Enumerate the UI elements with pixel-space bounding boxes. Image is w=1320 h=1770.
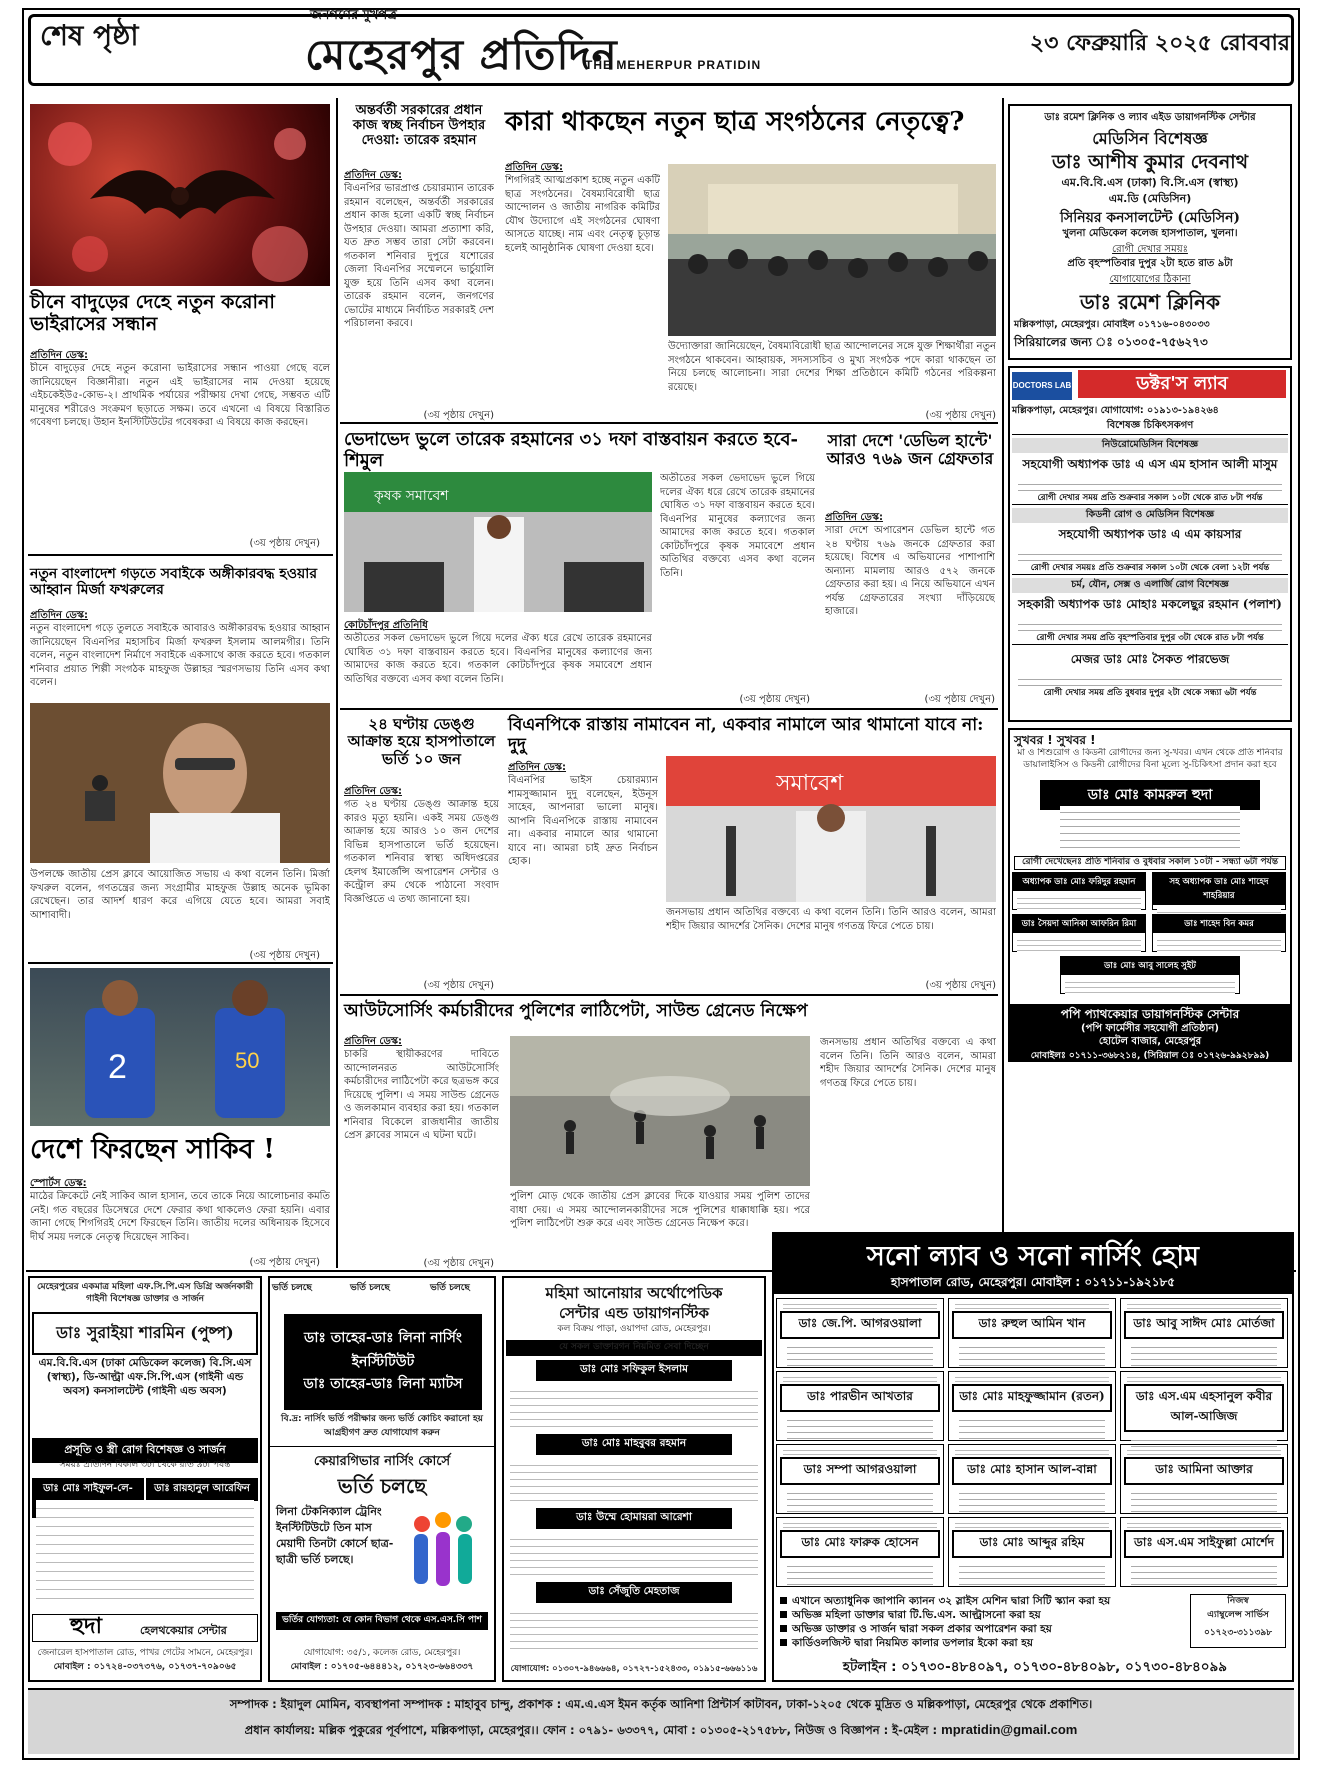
sono-doctor-degree [959, 1342, 1105, 1366]
nation-byline: প্রতিদিন ডেস্ক: [30, 610, 89, 621]
shimul-body: অতীতের সকল ভেদাভেদ ভুলে গিয়ে দলের ঐক্য ধরে রেখে তারেক রহমানের ঘোষিত ৩১ দফা বাস্তবায়ন করতে হবে। বিএনপির মানুষের কল্যাণের জন্য আমাদের কাজ করতে হবে। গতকাল কোটচাঁদপুরে কৃষক সমাবেশে প্রধান অতিথির বক্তব্যে এসব কথা বলেন তিনি। [660, 473, 815, 579]
caregiver-icon [400, 1510, 486, 1590]
sono-doctor-card [948, 1444, 1116, 1514]
ramesh-degree-1: এম.বি.বি.এস (ঢাকা) বি.সি.এস (স্বাস্থ্য) [1061, 176, 1239, 189]
mohima-doctor-entry [506, 1360, 762, 1434]
issue-date: ২৩ ফেব্রুয়ারি ২০২৫ রোববার [1029, 30, 1290, 56]
doctor-name: সহযোগী অধ্যাপক ডাঃ এ এস এম হাসান আলী মাসুম [1022, 457, 1278, 471]
divider [340, 994, 998, 996]
dengue-headline: ২৪ ঘণ্টায় ডেঙ্গু আক্রান্ত হয়ে হাসপাতালে ভর্তি ১০ জন [347, 715, 496, 768]
bullet-icon [780, 1639, 787, 1646]
outsourcing-continued[interactable]: (৩য় পৃষ্ঠায় দেখুন) [423, 1258, 494, 1269]
bat-virus-photo [30, 104, 330, 286]
sono-doctor-degree [787, 1342, 933, 1366]
nursing-body: লিনা টেকনিক্যাল ট্রেনিং ইনস্টিটিউটে তিন মাস মেয়াদী তিনটা কোর্সে ছাত্র-ছাত্রী ভর্তি চলছে। [276, 1505, 394, 1566]
sono-doctor-degree [1131, 1342, 1277, 1366]
bullet-icon [780, 1597, 787, 1604]
ramesh-post: সিনিয়র কনসালটেন্ট (মেডিসিন) [1059, 210, 1241, 226]
sono-doctor-degree [1131, 1488, 1277, 1512]
students-rally-photo [668, 164, 996, 336]
mohima-doctor-name: ডাঃ উম্মে হোমায়রা আরেশা [536, 1508, 732, 1529]
sono-doctor-name: ডাঃ রুহুল আমিন খান [952, 1311, 1112, 1339]
ramesh-contact-label: যোগাযোগের ঠিকানা [1109, 274, 1191, 285]
doctor-schedule: রোগী দেখার সময় প্রতি বৃহস্পতিবার দুপুর ৩টা থেকে রাত ৮টা পর্যন্ত [1036, 633, 1264, 643]
doctor-specialty: নিউরোমেডিসিন বিশেষজ্ঞ [1012, 438, 1288, 453]
popy-doctor-card [1152, 872, 1286, 910]
ramesh-doctor-name: ডাঃ আশীষ কুমার দেবনাথ [1051, 151, 1248, 173]
police-clash-photo [510, 1036, 810, 1186]
shimul-body-2: অতীতের সকল ভেদাভেদ ভুলে গিয়ে দলের ঐক্য ধরে রেখে তারেক রহমানের ঘোষিত ৩১ দফা বাস্তবায়ন করতে হবে। বিএনপির মানুষের কল্যাণের জন্য আমাদের কাজ করতে হবে। গতকাল কোটচাঁদপুরে কৃষক সমাবেশে প্রধান অতিথির বক্তব্যে এসব কথা বলেন তিনি। [344, 633, 652, 685]
rally-banner: কৃষক সমাবেশ [374, 488, 449, 504]
krishok-rally-photo [344, 472, 652, 612]
sono-doctor-card [948, 1298, 1116, 1368]
doctor-specialty: চর্ম, যৌন, সেক্স ও এলার্জি রোগ বিশেষজ্ঞ [1012, 578, 1288, 593]
interim-byline: প্রতিদিন ডেস্ক: [344, 170, 403, 181]
mohima-doctor-details [510, 1607, 758, 1655]
sono-doctor-card [1120, 1444, 1288, 1514]
huda-brand: হুদা [70, 1613, 102, 1639]
huda-doctor-details [36, 1500, 254, 1600]
shakib-continued[interactable]: (৩য় পৃষ্ঠায় দেখুন) [249, 1257, 320, 1268]
popy-doctor-details [1017, 894, 1141, 912]
newspaper-title-english: THE MEHERPUR PRATIDIN [585, 58, 762, 72]
ramesh-serial: সিরিয়ালের জন্য ঃ ০১৩০৫-৭৫৬২৭৩ [1014, 335, 1208, 349]
doctor-details [1018, 619, 1282, 631]
ambulance-label: এ্যাম্বুলেন্স সার্ভিস [1207, 1610, 1269, 1620]
bat-body: চীনে বাদুড়ের দেহে নতুন করোনা ভাইরাসের সন্ধান পাওয়া গেছে বলে জানিয়েছেন বিজ্ঞানীরা। নতুন এই ভাইরাসের নাম দেওয়া হয়েছে এইচকেইউ৫-কোভ-২। প্রাথমিক পর্যায়ের পরীক্ষায় দেখা গেছে, সম্ভবত এটি মানুষের শরীরেও সংক্রমণ ছড়াতে সক্ষম। তবে এখনো এ বিষয়ে বিস্তারিত গবেষণা চলছে। উহান ইনস্টিটিউটের গবেষকরা এ বিষয়ে কাজ করছেন। [30, 363, 330, 428]
sono-service-item [780, 1636, 1180, 1650]
ramesh-hospital: খুলনা মেডিকেল কলেজ হাসপাতাল, খুলনা। [1062, 228, 1238, 239]
nursing-address: যোগাযোগ: ৩৫/১, কলেজ রোড, মেহেরপুর। [303, 1648, 461, 1658]
dengue-continued[interactable]: (৩য় পৃষ্ঠায় দেখুন) [423, 980, 494, 991]
devil-continued[interactable]: (৩য় পৃষ্ঠায় দেখুন) [924, 694, 995, 705]
interim-headline: অন্তর্বর্তী সরকারের প্রধান কাজ স্বচ্ছ নির্বাচন উপহার দেওয়া: তারেক রহমান [352, 103, 486, 148]
mohima-doctor-details [510, 1385, 758, 1433]
mohima-doctor-name: ডাঃ মোঃ সফিকুল ইসলাম [536, 1360, 732, 1381]
popy-doctor-name: অধ্যাপক ডাঃ মোঃ ফরিদুর রহমান [1013, 873, 1145, 891]
sono-doctor-details [955, 1447, 1109, 1455]
doctors-lab-name: ডক্টর'স ল্যাব [1078, 370, 1286, 398]
outsourcing-body-2: পুলিশ মোড় থেকে জাতীয় প্রেস ক্লাবের দিকে যাওয়ার সময় পুলিশ তাদের বাধা দেয়। এ সময় আন্দোলনকারীদের সঙ্গে পুলিশের ধাক্কাধাক্কি হয়। পরে পুলিশ লাঠিপেটা শুরু করে এবং সাউন্ড গ্রেনেড নিক্ষেপ করে। [510, 1191, 810, 1229]
doctor-schedule: রোগী দেখার সময়ঃ প্রতি শুক্রবার সকাল ১০টা থেকে বেলা ১২টা পর্যন্ত [1030, 563, 1270, 573]
ramesh-address: মল্লিকপাড়া, মেহেরপুর। মোবাইল ০১৭১৬-০৪৩০৩৩ [1014, 319, 1210, 330]
nursing-note-2: আগ্রহীগণ দ্রুত যোগাযোগ করুন [324, 1428, 440, 1438]
mohima-doctor-name: ডাঃ সেঁজুতি মেহতাজ [536, 1582, 732, 1603]
sono-doctor-name: ডাঃ মোঃ আব্দুর রহিম [952, 1530, 1112, 1558]
huda-doctor-name: ডাঃ সুরাইয়া শারমিন (পুষ্প) [32, 1312, 258, 1355]
shimul-headline: ভেদাভেদ ভুলে তারেক রহমানের ৩১ দফা বাস্তবায়ন করতে হবে- শিমুল [344, 429, 798, 471]
outsourcing-byline: প্রতিদিন ডেস্ক: [344, 1036, 403, 1047]
sono-address: হাসপাতাল রোড, মেহেরপুর। মোবাইল : ০১৭১১-১৯২১৮৫ [890, 1275, 1176, 1289]
jersey-number: 2 [108, 1048, 127, 1086]
popy-main-time: রোগী দেখেছেনঃ প্রতি শনিবার ও বুধবার সকাল ১০টা - সন্ধ্যা ৬টা পর্যন্ত [1014, 856, 1286, 870]
ramesh-top-line: ডাঃ রমেশ ক্লিনিক ও ল্যাব এইড ডায়াগনস্টিক সেন্টার [1044, 112, 1256, 123]
nursing-name-1: ডাঃ তাহের-ডাঃ লিনা নার্সিং ইনস্টিটিউট [304, 1330, 462, 1370]
popy-doctor-card [1060, 956, 1240, 994]
nursing-tab-1: ভর্তি চলছে [272, 1283, 312, 1293]
sono-doctor-degree [1131, 1561, 1277, 1585]
doctor-name: সহকারী অধ্যাপক ডাঃ মোহাঃ মকলেছুর রহমান (পলাশ) [1018, 597, 1282, 611]
footer-line-2 [36, 1722, 1286, 1741]
huda-address: জেনারেল হাসপাতাল রোড, পাখর গেটের সামনে, মেহেরপুর। [37, 1648, 253, 1658]
sono-doctor-name: ডাঃ সম্পা আগরওয়ালা [780, 1457, 940, 1485]
sono-doctor-details [955, 1374, 1109, 1382]
fakhrul-photo [30, 703, 330, 863]
doctors-lab-logo: DOCTORS LAB [1012, 372, 1072, 400]
nursing-course: কেয়ারগিভার নার্সিং কোর্সে [313, 1454, 451, 1469]
doctors-lab-list [1012, 434, 1288, 710]
bat-headline: চীনে বাদুড়ের দেহে নতুন করোনা ভাইরাসের সন্ধান [30, 291, 275, 335]
mohima-doctor-details [510, 1533, 758, 1581]
sono-doctor-name: ডাঃ আবু সাঈদ মোঃ মোর্তজা [1124, 1311, 1284, 1339]
sono-doctor-name: ডাঃ জে.পি. আগরওয়ালা [780, 1311, 940, 1339]
outsourcing-body: চাকরি স্থায়ীকরণের দাবিতে আন্দোলনরত আউটসোর্সিং কর্মচারীদের লাঠিপেটা করে ছত্রভঙ্গ করে দিয়েছে পুলিশ। এ সময় সাউন্ড গ্রেনেড ও জলকামান ব্যবহার করা হয়। গতকাল শনিবার বিকেলে রাজধানীর জাতীয় প্রেস ক্লাবের সামনে এ ঘটনা ঘটে। [344, 1049, 499, 1141]
doctor-schedule: রোগী দেখার সময় প্রতি বুধবার দুপুর ২টা থেকে সন্ধ্যা ৬টা পর্যন্ত [1043, 688, 1257, 698]
popy-doctor-card [1012, 914, 1146, 952]
popy-doctor-details [1017, 936, 1141, 954]
doctor-name: সহযোগী অধ্যাপক ডাঃ এ এম কায়সার [1058, 527, 1242, 541]
sono-doctor-degree [959, 1415, 1105, 1439]
bullet-icon [780, 1625, 787, 1632]
popy-center-sub: (পপি ফার্মেসীর সহযোগী প্রতিষ্ঠান) [1081, 1023, 1219, 1034]
sono-service-text: অভিজ্ঞ ডাক্তার ও সার্জন দ্বারা সকল প্রকার অপারেশন করা হয় [792, 1623, 1052, 1635]
ambulance-phone: ০১৭২৩-৩১১৩৯৮ [1203, 1628, 1273, 1638]
doctors-lab-entry [1012, 644, 1288, 710]
sono-doctor-name: ডাঃ এস.এম এহসানুল কবীর আল-আজিজ [1124, 1384, 1284, 1432]
sono-doctor-details [783, 1520, 937, 1528]
popy-main-doctor: ডাঃ মোঃ কামরুল হুদা [1040, 780, 1260, 810]
doctors-lab-subtitle: বিশেষজ্ঞ চিকিৎসকগণ [1106, 420, 1194, 431]
bat-byline: প্রতিদিন ডেস্ক: [30, 350, 89, 361]
devil-hunt-headline: সারা দেশে 'ডেভিল হান্টে' আরও ৭৬৯ জন গ্রেফতার [826, 431, 994, 469]
mohima-doctor-entry [506, 1434, 762, 1508]
mohima-doctor-entry [506, 1582, 762, 1656]
footer-office: প্রধান কার্যালয়: মল্লিক পুকুরের পূর্বপাশে, মল্লিকপাড়া, মেহেরপুর।। ফোন : ০৭৯১- ৬৩৩৭৭, মোবা : ০১৩০৫-২১৭৫৮৮, নিউজ ও বিজ্ঞাপন : ই-মেইল : [244, 1723, 938, 1737]
popy-degree-lines [1060, 806, 1240, 850]
shakib-headline: দেশে ফিরছেন সাকিব ! [30, 1134, 275, 1165]
nursing-note: বি.দ্র: নার্সিং ভর্তি পরীক্ষার জন্য ভর্তি কোচিং করানো হয় [281, 1414, 483, 1424]
doctor-name: মেজর ডাঃ মোঃ সৈকত পারভেজ [1070, 652, 1230, 666]
sono-doctor-card [776, 1298, 944, 1368]
huda-doctor-2: ডাঃ মোঃ সাইফুল-লে- [32, 1478, 144, 1518]
sono-doctor-name: ডাঃ মোঃ মাহফুজ্জামান (রতন) [952, 1384, 1112, 1412]
footer-line-1: সম্পাদক : ইয়াদুল মোমিন, ব্যবস্থাপনা সম্পাদক : মাহাবুব চান্দু, প্রকাশক : এম.এ.এস ইমন কর্তৃক আনিশা প্রিন্টার্স কাটাবন, ঢাকা-১২০৫ থেকে মুদ্রিত ও মল্লিকপাড়া, মেহেরপুর থেকে প্রকাশিত। [229, 1697, 1093, 1711]
sono-doctor-details [783, 1374, 937, 1382]
sono-title: সনো ল্যাব ও সনো নার্সিং হোম [866, 1241, 1200, 1272]
doctors-lab-entry [1012, 504, 1288, 574]
mohima-title-1: মহিমা আনোয়ার অর্থোপেডিক [545, 1284, 723, 1302]
nation-body: নতুন বাংলাদেশ গড়ে তুলতে সবাইকে আবারও অঙ্গীকারবদ্ধ হওয়ার আহ্বান জানিয়েছেন বিএনপির মহাসচিব মির্জা ফখরুল ইসলাম আলমগীর। তিনি বলেন, নতুন বাংলাদেশ নির্মাণে সবাইকে একসাথে কাজ করতে হবে। গতকাল শনিবার প্রয়াত শিল্পী সংগঠক মাহফুজ উল্লাহর স্মরণসভায় তিনি এসব কথা বলেন। [30, 623, 330, 688]
huda-doctor-3: ডাঃ রায়হানুল আরেফিন [146, 1478, 258, 1501]
interim-continued[interactable]: (৩য় পৃষ্ঠায় দেখুন) [423, 410, 494, 421]
popy-doctor-card [1152, 914, 1286, 952]
sono-doctor-degree [959, 1561, 1105, 1585]
sono-service-item [780, 1608, 1180, 1622]
sono-doctor-card [1120, 1371, 1288, 1441]
doctor-details [1018, 674, 1282, 686]
dengue-byline: প্রতিদিন ডেস্ক: [344, 786, 403, 797]
mohima-doctor-list [506, 1360, 762, 1656]
mohima-bar: যে সকল ডাক্তারগন নিয়মিত সেবা দিচ্ছেন [506, 1340, 762, 1356]
popy-doctor-details [1157, 936, 1281, 954]
mohima-title-2: সেন্টার এন্ড ডায়াগনস্টিক [559, 1304, 709, 1322]
popy-intro: মা ও শিশুরোগ ও কিডনী রোগীদের জন্য সু-খবর। এখন থেকে প্রতি শনিবার ডায়ালাইসিস ও কিডনী রোগীদের বিনা মূল্যে সু-চিকিৎসা প্রদান করা হবে [1017, 748, 1283, 770]
sono-doctor-name: ডাঃ পারভীন আখতার [780, 1384, 940, 1412]
dudu-rally-photo [666, 756, 996, 902]
doctors-lab-entry [1012, 434, 1288, 504]
divider [340, 708, 998, 710]
students-byline: প্রতিদিন ডেস্ক: [505, 162, 564, 173]
interim-body: বিএনপির ভারপ্রাপ্ত চেয়ারম্যান তারেক রহমান বলেছেন, অন্তর্বর্তী সরকারের প্রধান কাজ হলো একটি স্বচ্ছ নির্বাচন উপহার দেওয়া। আমরা প্রত্যাশা করি, যত দ্রুত সম্ভব তারা সেটা করবেন। গতকাল শনিবার দুপুরে যশোরের জেলা বিএনপির সম্মেলনে ভার্চুয়ালি যুক্ত হয়ে তিনি এসব কথা বলেন। তারেক রহমান বলেন, জনগণের ভোটের মাধ্যমে নির্বাচিত সরকারই দেশ পরিচালনা করবে। [344, 183, 494, 329]
bullet-icon [780, 1611, 787, 1618]
sono-doctor-name: ডাঃ মোঃ ফারুক হোসেন [780, 1530, 940, 1558]
sono-doctor-details [955, 1520, 1109, 1528]
huda-phone: মোবাইল : ০১৭২৪-০৩৭৩৭৬, ০১৭৩৭-৭০৯০৬৫ [53, 1662, 237, 1672]
sono-doctor-name: ডাঃ মোঃ হাসান আল-বান্না [952, 1457, 1112, 1485]
masthead-tagline: জনগণের মুখপত্র [310, 8, 397, 23]
sono-doctor-details [783, 1447, 937, 1455]
sono-service-list [780, 1594, 1180, 1650]
doctor-details [1018, 479, 1282, 491]
dengue-body: গত ২৪ ঘণ্টায় ডেঙ্গু আক্রান্ত হয়ে কারও মৃত্যু হয়নি। একই সময় ডেঙ্গু আক্রান্ত হয়ে আরও ১০ জন দেশের বিভিন্ন হাসপাতালে ভর্তি হয়েছেন। গতকাল শনিবার স্বাস্থ্য অধিদপ্তরের হেলথ ইমার্জেন্সি অপারেশন সেন্টার ও কন্ট্রোল রুম থেকে পাঠানো সংবাদ বিজ্ঞপ্তিতে এ তথ্য জানানো হয়। [344, 799, 499, 905]
sono-doctor-card [948, 1371, 1116, 1441]
dudu-body-2: জনসভায় প্রধান অতিথির বক্তব্যে এ কথা বলেন তিনি। তিনি আরও বলেন, আমরা শহীদ জিয়ার আদর্শের সৈনিক। দেশের মানুষ গণতন্ত্র ফিরে পেতে চায়। [666, 907, 996, 932]
nation-continued[interactable]: (৩য় পৃষ্ঠায় দেখুন) [249, 950, 320, 961]
sono-doctor-degree [787, 1415, 933, 1439]
popy-doctor-card [1012, 872, 1146, 910]
sono-doctor-degree [959, 1488, 1105, 1512]
dudu-continued[interactable]: (৩য় পৃষ্ঠায় দেখুন) [925, 980, 996, 991]
mohima-phone: যোগাযোগ: ০১৩০৭-৯৪৬৬৬৪, ০১৭২৭-১৫২৪৩৩, ০১৯১৫-৬৬৬১১৬ [510, 1664, 758, 1674]
huda-degrees: এম.বি.বি.এস (ঢাকা মেডিকেল কলেজ) বি.সি.এস (স্বাস্থ্য), ডি-আল্ট্রা এফ.সি.পি.এস (গাইনী এন্ড অবস) কনসালটেন্ট (গাইনী এন্ড অবস) [38, 1357, 252, 1398]
doctor-schedule: রোগী দেখার সময় প্রতি শুক্রবার সকাল ১০টা থেকে রাত ৮টা পর্যন্ত [1037, 493, 1263, 503]
sono-doctor-details [1127, 1447, 1281, 1455]
mohima-doctor-details [510, 1459, 758, 1507]
sono-doctor-name: ডাঃ এস.এম সাইফুল্লা মোর্শেদ [1124, 1530, 1284, 1558]
huda-specialty: প্রসূতি ও স্ত্রী রোগ বিশেষজ্ঞ ও সার্জন [32, 1438, 258, 1463]
newspaper-title: মেহেরপুর প্রতিদিন [305, 30, 618, 79]
nursing-tab-3: ভর্তি চলছে [430, 1283, 470, 1293]
sono-doctor-details [955, 1301, 1109, 1309]
sono-doctor-name: ডাঃ আমিনা আক্তার [1124, 1457, 1284, 1485]
bat-icon [30, 104, 330, 286]
sono-doctor-degree [787, 1561, 933, 1585]
shakib-byline: স্পোর্টস ডেস্ক: [30, 1178, 87, 1189]
divider [28, 554, 333, 556]
sono-doctor-details [1127, 1301, 1281, 1309]
mohima-doctor-entry [506, 1508, 762, 1582]
outsourcing-body-3: জনসভায় প্রধান অতিথির বক্তব্যে এ কথা বলেন তিনি। তিনি আরও বলেন, আমরা শহীদ জিয়ার আদর্শের সৈনিক। দেশের মানুষ গণতন্ত্র ফিরে পেতে চায়। [820, 1037, 996, 1089]
sono-doctor-details [1127, 1374, 1281, 1382]
sono-doctor-degree [787, 1488, 933, 1512]
sono-doctor-card [776, 1371, 944, 1441]
ramesh-time-label: রোগী দেখার সময়ঃ [1112, 244, 1188, 255]
stage-banner: সমাবেশ [776, 771, 844, 796]
dudu-body: বিএনপির ভাইস চেয়ারম্যান শামসুজ্জামান দুদু বলেছেন, ইউনূস সাহেব, আপনারা ভালো মানুষ। আপনি বিএনপিকে রাস্তায় নামাবেন না। একবার নামালে আর থামানো যাবে না। আমরা চাই দ্রুত নির্বাচন হোক। [508, 775, 658, 867]
sono-doctor-card [1120, 1517, 1288, 1587]
nursing-admission: ভর্তি চলছে [337, 1474, 427, 1498]
sono-service-text: অভিজ্ঞ মহিলা ডাক্তার দ্বারা টি.ভি.এস. আল্ট্রাসনো করা হয় [792, 1609, 1041, 1621]
shakib-body: মাঠের ক্রিকেটে নেই সাকিব আল হাসান, তবে তাকে নিয়ে আলোচনার কমতি নেই। গত বছরের ডিসেম্বরে দেশে ফেরার কথা থাকলেও ফেরা হয়নি। এবার জানা গেছে শিগগিরই দেশে ফিরছেন তিনি। জাতীয় দলের অধিনায়ক হিসেবে দীর্ঘ সময় দলকে নেতৃত্ব দিয়েছেন সাকিব। [30, 1191, 330, 1243]
huda-brand-sub: হেলথকেয়ার সেন্টার [140, 1624, 227, 1637]
sono-doctor-card [948, 1517, 1116, 1587]
shakib-photo [30, 968, 330, 1126]
shimul-byline: কোটচাঁদপুর প্রতিনিধি [344, 620, 428, 631]
popy-doctor-name: সহ অধ্যাপক ডাঃ মোঃ শাহেদ শাহরিয়ার [1153, 873, 1285, 905]
column-rule [336, 98, 338, 1268]
huda-top: মেহেরপুরের একমাত্র মহিলা এফ.সি.পি.এস ডিগ্রি অর্জনকারী গাইনী বিশেষজ্ঞ ডাক্তার ও সার্জন [36, 1282, 254, 1304]
sono-service-item [780, 1622, 1180, 1636]
sono-doctor-card [776, 1444, 944, 1514]
nursing-tab-2: ভর্তি চলছে [350, 1283, 390, 1293]
divider [270, 1446, 494, 1447]
jersey-number: 50 [235, 1048, 260, 1073]
divider [340, 422, 998, 424]
nursing-name-2: ডাঃ তাহের-ডাঃ লিনা ম্যাটস [303, 1376, 463, 1392]
students-body-2: উদ্যোক্তারা জানিয়েছেন, বৈষম্যবিরোধী ছাত্র আন্দোলনের সঙ্গে যুক্ত শিক্ষার্থীরা নতুন সংগঠনে থাকবেন। আহ্বায়ক, সদস্যসচিব ও মুখ্য সংগঠক পদে কারা থাকছেন তা নিয়ে চলছে আলোচনা। সারা দেশের শিক্ষা প্রতিষ্ঠানে কমিটি গঠনের পরিকল্পনা রয়েছে। [668, 341, 996, 393]
mohima-address: কল বিক্রয় পাড়া, ওয়াপদা রোড, মেহেরপুর। [557, 1324, 711, 1334]
ramesh-time: প্রতি বৃহস্পতিবার দুপুর ২টা হতে রাত ৯টা [1067, 258, 1233, 269]
sono-doctor-details [1127, 1520, 1281, 1528]
popy-doctor-name: ডাঃ শাহেদ বিন কমর [1153, 915, 1285, 933]
section-label: শেষ পৃষ্ঠা [40, 19, 139, 52]
nation-body-2: উপলক্ষে জাতীয় প্রেস ক্লাবে আয়োজিত সভায় এ কথা বলেন তিনি। মির্জা ফখরুল বলেন, গণতন্ত্রের জন্য সংগ্রামীর মাহফুজ উল্লাহ অনেক ভূমিকা রেখেছেন। তার আদর্শ ধারণ করে এগিয়ে যেতে হবে। আমরা সবাই আশাবাদী। [30, 869, 330, 921]
popy-doctor-name: ডাঃ মোঃ আবু সালেহ সুইট [1061, 957, 1239, 975]
doctor-specialty: কিডনী রোগ ও মেডিসিন বিশেষজ্ঞ [1012, 508, 1288, 523]
doctors-lab-entry [1012, 574, 1288, 644]
popy-phone: মোবাইলঃ ০১৭১১-৩৬৮২১৪, (সিরিয়াল ঃ ০১৭২৬-৯৯২৮৯৯) [1030, 1051, 1270, 1061]
popy-doctor-details [1065, 978, 1235, 996]
students-body: শিগগিরই আত্মপ্রকাশ হচ্ছে নতুন একটি ছাত্র সংগঠনের। বৈষম্যবিরোধী ছাত্র আন্দোলন ও জাতীয় নাগরিক কমিটির যৌথ উদ্যোগে এই সংগঠনের ঘোষণা আসতে যাচ্ছে। নাম এবং নেতৃত্ব চূড়ান্ত হলেই আনুষ্ঠানিক ঘোষণা দেওয়া হবে। [505, 175, 660, 254]
sono-doctor-card [776, 1517, 944, 1587]
sono-doctor-details [783, 1301, 937, 1309]
popy-banner: সুখবর ! সুখবর ! [1014, 733, 1096, 747]
nation-headline: নতুন বাংলাদেশ গড়তে সবাইকে অঙ্গীকারবদ্ধ হওয়ার আহ্বান মির্জা ফখরুলের [30, 566, 318, 599]
footer-email[interactable]: mpratidin@gmail.com [941, 1722, 1078, 1737]
nursing-phone: মোবাইল : ০১৭০৫-৬৪৪৪১২, ০১৭২৩-৬৬৪৩৩৭ [290, 1662, 474, 1672]
doctor-details [1018, 549, 1282, 561]
outsourcing-headline: আউটসোর্সিং কর্মচারীদের পুলিশের লাঠিপেটা, সাউন্ড গ্রেনেড নিক্ষেপ [344, 1001, 808, 1021]
students-continued[interactable]: (৩য় পৃষ্ঠায় দেখুন) [925, 410, 996, 421]
devil-body: সারা দেশে অপারেশন ডেভিল হান্টে গত ২৪ ঘণ্টায় ৭৬৯ জনকে গ্রেফতার করা হয়েছে। বিশেষ এ অভিযানের পাশাপাশি অন্যান্য মামলায় আরও ৫৭২ জনকে গ্রেফতার করা হয়। এ নিয়ে অভিযানে এখন পর্যন্ত গ্রেফতারের সংখ্যা দাঁড়িয়েছে হাজারে। [825, 525, 995, 617]
sono-service-text: কার্ডিওলজিস্ট দ্বারা নিয়মিত কালার ডপলার ইকো করা হয় [792, 1637, 1033, 1649]
devil-byline: প্রতিদিন ডেস্ক: [825, 512, 884, 523]
doctors-lab-address: মল্লিকপাড়া, মেহেরপুর। যোগাযোগ: ০১৯১৩-১৯৪২৬৪ [1012, 405, 1219, 416]
sono-service-item [780, 1594, 1180, 1608]
mohima-doctor-name: ডাঃ মোঃ মাহবুবর রহমান [536, 1434, 732, 1455]
dudu-headline: বিএনপিকে রাস্তায় নামাবেন না, একবার নামালে আর থামানো যাবে না: দুদু [508, 715, 984, 755]
popy-doctor-name: ডাঃ সৈয়দা আনিকা আফরিন রিমা [1013, 915, 1145, 933]
nursing-bottom: ভর্তির যোগ্যতা: যে কোন বিভাগ থেকে এস.এস.সি পাশ [276, 1612, 488, 1630]
sono-doctor-card [1120, 1298, 1288, 1368]
shimul-continued[interactable]: (৩য় পৃষ্ঠায় দেখুন) [739, 694, 810, 705]
ambulance-title: নিজস্ব [1227, 1596, 1249, 1606]
bat-continued[interactable]: (৩য় পৃষ্ঠায় দেখুন) [249, 538, 320, 549]
column-rule [1002, 98, 1004, 1268]
dudu-byline: প্রতিদিন ডেস্ক: [508, 762, 567, 773]
sono-hotline: হটলাইন : ০১৭৩০-৪৮৪০৯৭, ০১৭৩০-৪৮৪০৯৮, ০১৭৩০-৪৮৪০৯৯ [842, 1659, 1228, 1675]
huda-time: সময়ঃ প্রতিদিন বিকাল ৩টা থেকে রাত ৯টা পর্যন্ত [59, 1460, 231, 1470]
ramesh-clinic-name: ডাঃ রমেশ ক্লিনিক [1079, 290, 1221, 314]
ramesh-specialty: মেডিসিন বিশেষজ্ঞ [1092, 129, 1208, 148]
ramesh-degree-2: এম.ডি (মেডিসিন) [1108, 192, 1192, 205]
students-headline: কারা থাকছেন নতুন ছাত্র সংগঠনের নেতৃত্বে? [505, 107, 965, 137]
sono-service-text: এখানে অত্যাধুনিক জাপানি ক্যানন ৩২ স্লাইস মেশিন দ্বারা সিটি স্ক্যান করা হয় [792, 1595, 1111, 1607]
popy-location: হোটেল বাজার, মেহেরপুর [1098, 1036, 1202, 1047]
divider [28, 962, 333, 964]
popy-center-name: পপি প্যাথকেয়ার ডায়াগনস্টিক সেন্টার [1060, 1007, 1240, 1021]
